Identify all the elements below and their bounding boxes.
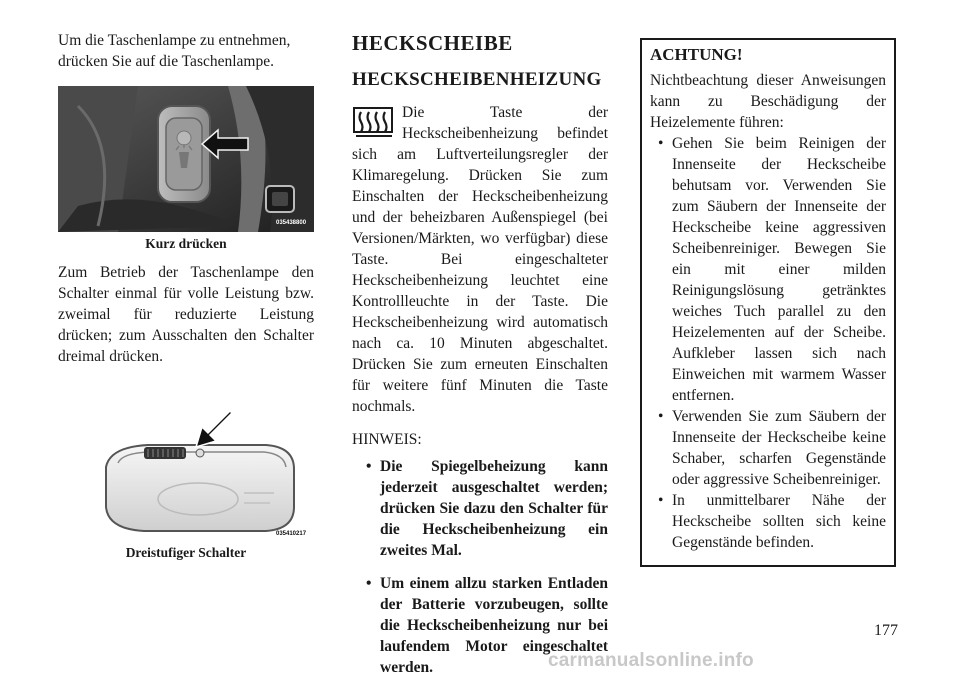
rear-defrost-description: Die Taste der Heckscheibenheizung befindet sich am Luftverteilungsregler der Klimaregelung. Drücken Sie zum Einschalten der Heckscheibenheizung und der beheizbaren Außenspiegel (bei Versionen/Märkten, wo verfügbar) diese Taste. Bei eingeschalteter Heckscheibenheizung leuchtet eine Kontrollleuchte in der Taste. Die Heckscheibenheizung wird automatisch nach ca. 10 Minuten abgeschaltet. Drücken Sie zum erneuten Einschalten für weitere fünf Minuten die Taste nochmals.	[352, 104, 608, 415]
warning-list	[650, 133, 886, 553]
flashlight-intro: Um die Taschenlampe zu entnehmen, drücken Sie auf die Taschenlampe.	[58, 32, 291, 70]
flashlight-operation-text: Zum Betrieb der Taschenlampe den Schalter einmal für volle Leistung bzw. zweimal für reduzierte Leistung drücken; zum Ausschalten den Schalter dreimal drücken.	[58, 264, 314, 365]
figure-caption: Kurz drücken	[145, 236, 227, 251]
column-left	[58, 30, 314, 561]
rear-defrost-icon	[352, 106, 396, 140]
figure-code: 035410217	[276, 531, 307, 537]
section-heading: HECKSCHEIBE	[352, 31, 513, 55]
three-stage-switch-illustration	[58, 407, 314, 541]
flashlight-photo-graphic	[58, 86, 314, 232]
note-item: • Um einem allzu starken Entladen der Batterie vorzubeugen, sollte die Heckscheibenheizung nur bei laufendem Motor eingeschaltet werden.	[352, 573, 608, 678]
figure-code: 035438800	[276, 220, 307, 226]
warning-title: ACHTUNG!	[650, 45, 743, 64]
page-number: 177	[874, 622, 898, 639]
switch-illustration-graphic	[58, 407, 314, 541]
column-right	[640, 38, 896, 567]
subsection-heading: HECKSCHEIBENHEIZUNG	[352, 69, 602, 90]
column-middle	[352, 30, 608, 690]
warning-box	[640, 38, 896, 567]
watermark-text: carmanualsonline.info	[548, 650, 754, 671]
note-label: HINWEIS:	[352, 431, 422, 448]
note-item: • Die Spiegelbeheizung kann jederzeit ausgeschaltet werden; drücken Sie dazu den Schalter für die Heckscheibenheizung ein zweites Mal.	[352, 456, 608, 561]
figure-caption: Dreistufiger Schalter	[125, 545, 247, 560]
warning-item: • Gehen Sie beim Reinigen der Innenseite der Heckscheibe behutsam vor. Verwenden Sie zum Säubern der Innenseite der Heckscheibe keine aggressiven Scheibenreiniger. Bewegen Sie ein mit einer milden Reinigungslösung getränktes weiches Tuch parallel zu den Heizelementen auf der Scheibe. Aufkleber lassen sich nach Einweichen mit warmem Wasser entfernen.	[650, 133, 886, 406]
warning-item: • Verwenden Sie zum Säubern der Innenseite der Heckscheibe keine Schaber, scharfen Gegenstände oder aggressive Scheibenreiniger.	[650, 406, 886, 490]
flashlight-photo	[58, 86, 314, 232]
warning-intro: Nichtbeachtung dieser Anweisungen kann zu Beschädigung der Heizelemente führen:	[650, 72, 886, 131]
warning-item: • In unmittelbarer Nähe der Heckscheibe sollten sich keine Gegenstände befinden.	[650, 490, 886, 553]
note-list	[352, 456, 608, 678]
